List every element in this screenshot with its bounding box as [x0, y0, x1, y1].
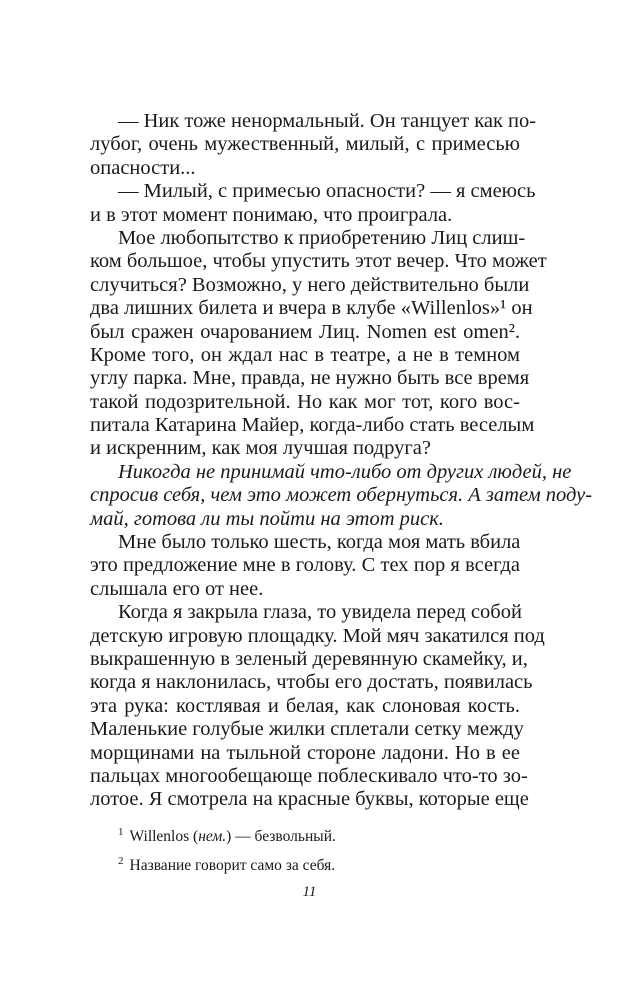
text-line: детскую игровую площадку. Мой мяч закатился под — [90, 624, 545, 647]
text-line: Кроме того, он ждал нас в театре, а не в темном — [90, 343, 520, 366]
body-text — [90, 110, 593, 812]
footnotes — [90, 822, 520, 880]
text-line: когда я наклонилась, чтобы его достать, появилась — [90, 671, 533, 694]
text-line: эта рука: костлявая и белая, как слоновая кость. — [90, 694, 520, 717]
footnote-number: 2 — [118, 854, 124, 867]
text-line: такой подозрительной. Но как мог тот, кого вос- — [90, 390, 520, 413]
text-line: случиться? Возможно, у него действительно были — [90, 273, 530, 296]
text-line: Мое любопытство к приобретению Лиц слиш- — [118, 226, 526, 249]
footnote-text: Название говорит само за себя. — [129, 857, 336, 874]
text-line: Мне было только шесть, когда моя мать вбила — [118, 531, 521, 554]
text-line: Когда я закрыла глаза, то увидела перед собой — [118, 601, 522, 624]
text-line: и в этот момент понимаю, что проиграла. — [90, 203, 453, 226]
footnote-2 — [90, 851, 520, 880]
text-line: был сражен очарованием Лиц. Nomen est omen². — [90, 320, 520, 343]
text-line: лотое. Я смотрела на красные буквы, которые еще — [90, 788, 529, 811]
text-line: лубог, очень мужественный, милый, с примесью — [90, 133, 520, 156]
text-line: пальцах многообещающе поблескивало что-то зо- — [90, 764, 528, 787]
text-line: морщинами на тыльной стороне ладони. Но в ее — [90, 741, 520, 764]
footnote-1 — [90, 822, 520, 851]
text-line: Маленькие голубые жилки сплетали сетку между — [90, 718, 524, 741]
footnote-text-end: ) — безвольный. — [226, 828, 336, 845]
text-line: опасности... — [90, 156, 196, 179]
footnote-emphasis: нем. — [198, 828, 227, 845]
page-number: 11 — [302, 884, 317, 900]
text-line: два лишних билета и вчера в клубе «Willenlos»¹ он — [90, 297, 533, 320]
text-line: Никогда не принимай что-либо от других людей, не — [118, 460, 572, 483]
text-line: углу парка. Мне, правда, не нужно быть все время — [90, 367, 530, 390]
text-line: — Ник тоже ненормальный. Он танцует как по- — [118, 110, 537, 132]
text-line: питала Катарина Майер, когда-либо стать веселым — [90, 414, 535, 437]
text-line: и искренним, как моя лучшая подруга? — [90, 437, 431, 460]
text-line: слышала его от нее. — [90, 577, 264, 600]
footnote-text: Willenlos ( — [129, 828, 199, 845]
text-line: май, готова ли ты пойти на этот риск. — [90, 507, 444, 530]
text-line: ком большое, чтобы упустить этот вечер. Что может — [90, 250, 547, 273]
text-line: — Милый, с примесью опасности? — я смеюсь — [118, 180, 536, 203]
text-line: спросив себя, чем это может обернуться. А затем поду- — [90, 484, 593, 507]
text-line: это предложение мне в голову. С тех пор я всегда — [90, 554, 520, 577]
footnote-number: 1 — [118, 825, 124, 838]
text-line: выкрашенную в зеленый деревянную скамейку, и, — [90, 647, 528, 670]
